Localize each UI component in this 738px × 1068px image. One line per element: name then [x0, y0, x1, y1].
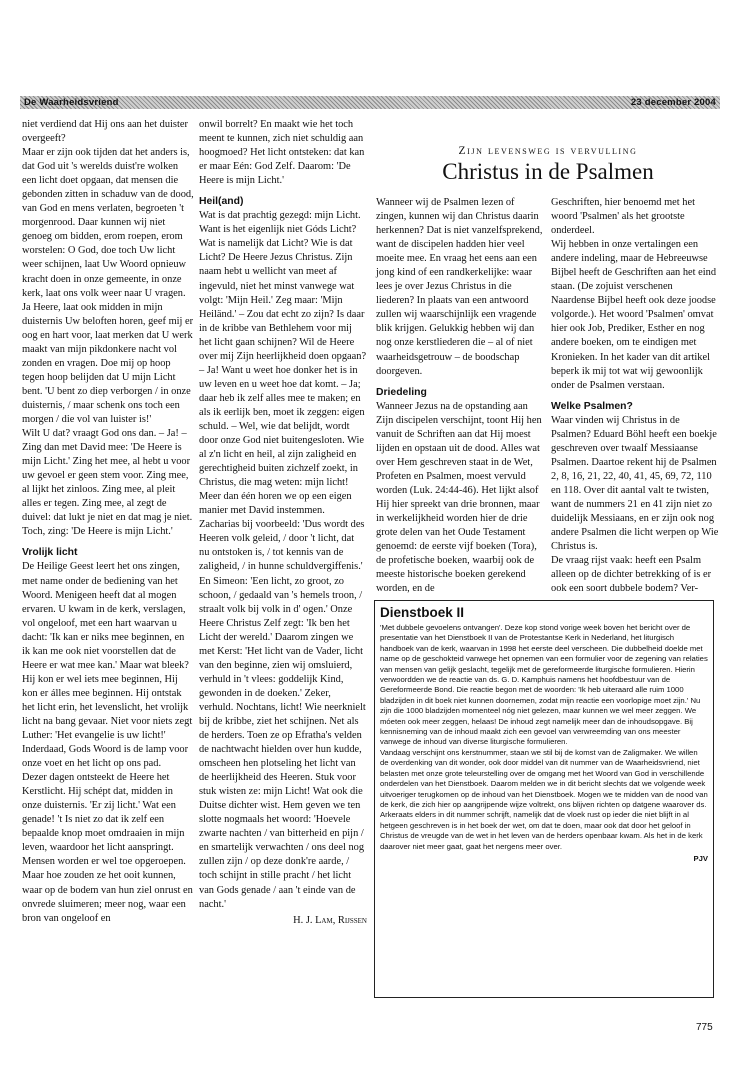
- paragraph: Dezer dagen ontsteekt de Heere het Kerstlicht. Hij schépt dat, midden in onze duisternis. 'Er zij licht.' Wat een genade! 't Is niet zo dat ik zelf een bepaalde knop moet omdraaien in mijn leven, waardoor het licht aanspringt. Mensen worden er wel toe opgeroepen. Maar hoe zouden ze het ooit kunnen, waar op de bodem van hun ziel onrust en onvrede sluimeren; meer nog, waar een bron van ongeloof en: [22, 772, 193, 924]
- author-byline: H. J. Lam, Rijssen: [293, 914, 367, 926]
- paragraph: De vraag rijst vaak: heeft een Psalm alleen op de dichter betrekking of is er ook een soort dubbele bodem? Ver-: [551, 555, 712, 595]
- paragraph: Wilt U dat? vraagt God ons dan. – Ja! – Zing dan met David mee: 'De Heere is mijn Licht.' Zing het mee, al hebt u voor uw gevoel er geen stem voor. Zing mee, al lijkt het zinloos. Zing mee, al pleit alles er tegen. Zing mee, al zegt de duivel: dat lukt je niet en dat mag je niet. Toch, zing: 'De Heere is mijn Licht.': [22, 428, 193, 538]
- paragraph: Geschriften, hier benoemd met het woord 'Psalmen' als het grootste onderdeel.: [551, 197, 695, 237]
- box-paragraph: 'Met dubbele gevoelens ontvangen'. Deze kop stond vorige week boven het bericht over de presentatie van het Dienstboek II van de Protestantse Kerk in Nederland, het liturgisch handboek van de kerk, waarvan in 1998 het eerste deel verscheen. Die dubbelheid doelde met name op de geschokteid vanwege het opnemen van een formulier voor de zegening van relaties van mensen van gelijk geslacht, tegelijk met de gereformeerde liturgische formulieren. Hierin verwoordden we de reactie van ds. G. D. Kamphuis namens het hoofdbestuur van de Gereformeerde Bond. Die reactie begon met de woorden: 'Ik heb uiteraard alle ruim 1000 bladzijden in dit boek niet kunnen doornemen, zodat mijn reactie een voorlopige moet zijn.' Nu zijn die 1000 bladzijden momenteel nóg niet gelezen, maar kunnen we wel meer zeggen. We móeten ook meer zeggen, helaas! De inhoud zegt namelijk meer dan de inhoudsopgave. Bij kennisneming van de inhoud maakt zich een gevoel van verwreemding van ons meester vanwege de inhoud van diverse liturgische formulieren.: [380, 623, 708, 747]
- paragraph: onwil borrelt? En maakt wie het toch meent te kunnen, zich niet schuldig aan hoogmoed? Het licht ontsteken: dat kan er maar Eén: God Zelf. Daarom: 'De Heere is mijn Licht.': [199, 119, 365, 187]
- column-2: [199, 118, 367, 928]
- column-4: [551, 196, 719, 596]
- box-title: Dienstboek II: [380, 605, 465, 620]
- masthead-band: [20, 96, 720, 109]
- section-heading: Vrolijk licht: [22, 547, 78, 559]
- article-kicker: Zijn levensweg is vervulling: [458, 145, 638, 157]
- section-heading: Heil(and): [199, 196, 244, 208]
- section-heading: Driedeling: [376, 386, 427, 398]
- sidebar-box-dienstboek: [374, 600, 714, 998]
- column-3: [376, 196, 546, 596]
- paragraph: Wanneer wij de Psalmen lezen of zingen, kunnen wij dan Christus daarin herkennen? Dat is niet vanzelfsprekend, want de discipelen hadden hier veel moeite mee. En vraag het eens aan een jong kind of een randkerkelijke: waar lees je over Jezus Christus in die liederen? In plaats van een antwoord zullen wij waarschijnlijk een vragende blik krijgen. Gelukkig hebben wij dan nog onze kerstliederen die – al of niet waarheidsgetrouw – de boodschap doorgeven.: [376, 197, 543, 377]
- paragraph: niet verdiend dat Hij ons aan het duister overgeeft?: [22, 119, 188, 145]
- masthead-title: De Waarheidsvriend: [24, 97, 119, 108]
- box-paragraph: Vandaag verschijnt ons kerstnummer, staan we stil bij de komst van de Zaligmaker. We willen de overdenking van dit wonder, ook door middel van dit nummer van de Waarheidsvriend, niet belasten met onze grote teleurstelling over de omgang met het Woord van God in verschillende onderdelen van het Dienstboek. Daarom melden we in dit bericht slechts dat we volgende week uitvoeriger terugkomen op de inhoud van het Dienstboek. Mogen we te midden van de nood van de kerk, die zich hier op aangrijpende wijze voltrekt, ons blijven richten op datgene waarover ds. Arkeraats elders in dit nummer schrijft, namelijk dat de vloek rust op ieder die niet blijft in al hetgeen geschreven is in het boek der wet, om dat te doen, maar ook dat door het geloof in Christus de vreugde van de wet in het leven van de herders openbaar kwam. Als het in de kerk daarover niet meer gaat, gaat het nergens meer over.: [380, 747, 708, 851]
- paragraph: Meer dan één horen we op een eigen manier met David instemmen. Zacharias bij voorbeeld: 'Dus wordt des Heeren volk geleid, / door 't licht, dat nu ontstoken is, / tot kennis van de zaligheid, / in hunne schuldvergiffenis.' En Simeon: 'Een licht, zo groot, zo schoon, / gedaald van 's hemels troon, / straalt volk bij volk in d' ogen.' Onze Heere Christus Zelf zegt: 'Ik ben het Licht der wereld.' Daarom zingen we met Kerst: 'Het licht van de Vader, licht van den beginne, zien wij omsluierd, verhuld in 't vlees: goddelijk Kind, gewonden in de doeken.' Zeker, verhuld. Nochtans, licht! Wie neerknielt bij de kribbe, ziet het schijnen. Net als de herders. Toen ze op Efratha's velden de nachtwacht hielden over hun kudde, omscheen hen plotseling het licht van de heerlijkheid des Heeren. Stuk voor stuk wisten ze: mijn Licht! Wat ook die Duitse dichter wist. Hem geven we ten slotte nogmaals het woord: 'Hoevele zwarte nachten / van bitterheid en pijn / en smartelijk verwachten / ons deel nog zullen zijn / op deze donk're aarde, / toch schijnt in stille pracht / het licht van Gods genade / aan 't einde van de nacht.': [199, 491, 366, 910]
- box-signature: PJV: [693, 853, 708, 863]
- paragraph: Wat is dat prachtig gezegd: mijn Licht. Want is het eigenlijk niet Góds Licht? Wat is namelijk dat Licht? Wie is dat Licht? De Heere Jezus Christus. Zijn naam hebt u wellicht van meet af ingevuld, niet het minst vanwege wat volgt: 'Mijn Heil.' Zeg maar: 'Mijn Heiländ.' – Zou dat echt zo zijn? Is daar in de kribbe van Bethlehem voor mij het licht gaan schijnen? Wil de Heere over mij Zijn heerlijkheid doen opgaan? – Ja! Want u weet hoe donker het is in uw leven en u weet hoe dat komt. – Ja; daar heb ik zelf alles mee te maken; en als ik eerlijk ben, moet ik zeggen: eigen schuld. – Wel, wie dat belijdt, wordt door onze God niet buitengesloten. Wie al z'n licht en heil, al zijn zaligheid en gerechtigheid buiten zichzelf zoekt, in Christus, die mag weten: mijn licht!: [199, 210, 367, 489]
- paragraph: Wanneer Jezus na de opstanding aan Zijn discipelen verschijnt, toont Hij hen vanuit de Schriften aan dat Hij moest lijden en opstaan uit de dood. Alles wat over Hem geschreven staat in de Wet, Profeten en Psalmen, moest vervuld worden (Luk. 24:44-46). Het lijkt alsof Hij hier spreekt van drie bronnen, maar in werkelijkheid worden hier de drie grote delen van het Oude Testament genoemd: de eerste vijf boeken (Tora), de profetische boeken, waarbij ook de meeste historische boeken gerekend worden, en de: [376, 400, 542, 595]
- issue-date: 23 december 2004: [630, 97, 716, 108]
- page-number: 775: [696, 1022, 713, 1033]
- paragraph: Maar er zijn ook tijden dat het anders is, dat God uit 's werelds duist're wolken een licht doet opgaan, dat mensen die gebonden zitten in schaduw van de dood, van God en mens verlaten, begroeten 't morgenrood. Daar kunnen wij niet genoeg om bidden, erom roepen, erom worstelen: O God, doe toch Uw licht weer schijnen, laat Uw Woord opnieuw kracht doen in onze gemeente, in onze kerk, laat ons volk weer naar U vragen. Ja Heere, laat ook midden in mijn duisternis Uw beloften horen, geef mij er oog en hart voor, laat merken dat U werk maakt van mijn pikdonkere nacht vol zonden en vragen. Doe mij op hoop tegen hoop belijden dat U mijn Licht bent. 'U bent zo diep verborgen / in onze duisternis, / maar schenk ons toch een morgen / die vol van luister is!': [22, 147, 194, 425]
- article-title: Christus in de Psalmen: [442, 159, 654, 184]
- section-heading: Welke Psalmen?: [551, 400, 633, 412]
- paragraph: Wij hebben in onze vertalingen een andere indeling, maar de Hebreeuwse Bijbel heeft de Geschriften aan het eind staan. (De zojuist verschenen Naardense Bijbel heeft ook deze joodse volgorde.). Het woord 'Psalmen' omvat hier ook Job, Prediker, Esther en nog andere boeken, om te eindigen met Kronieken. In het kader van dit artikel beperk ik mij tot wat wij gewoonlijk onder de Psalmen verstaan.: [551, 239, 717, 391]
- column-1: [22, 118, 194, 926]
- paragraph: De Heilige Geest leert het ons zingen, met name onder de bediening van het Woord. Menigeen heeft dat al mogen ervaren. U kwam in de kerk, verslagen, vol ongeloof, met een hart waarvan u dacht: 'Ik kan er niks mee beginnen, en ik kan me ook niet voorstellen dat de Heere er wat mee kan.' Maar wat bleek? Hij kon er wel iets mee beginnen, Hij kon er álles mee beginnen. Hij ontstak het licht erin, het levenslicht, het vrolijk licht na bang gevaar. Niet voor niets zegt Luther: 'Het evangelie is uw licht!' Inderdaad, Gods Woord is de lamp voor onze voet en het licht op ons pad.: [22, 561, 193, 770]
- paragraph: Waar vinden wij Christus in de Psalmen? Eduard Böhl heeft een boekje geschreven over twaalf Messiaanse Psalmen. Daartoe rekent hij de Psalmen 2, 8, 16, 21, 22, 40, 41, 45, 69, 72, 110 en 118. Over dit aantal valt te twisten, want de nummers 21 en 41 zijn niet zo duidelijk Messiaans, en er zijn ook nog andere Psalmen die licht werpen op Wie Christus is.: [551, 414, 719, 553]
